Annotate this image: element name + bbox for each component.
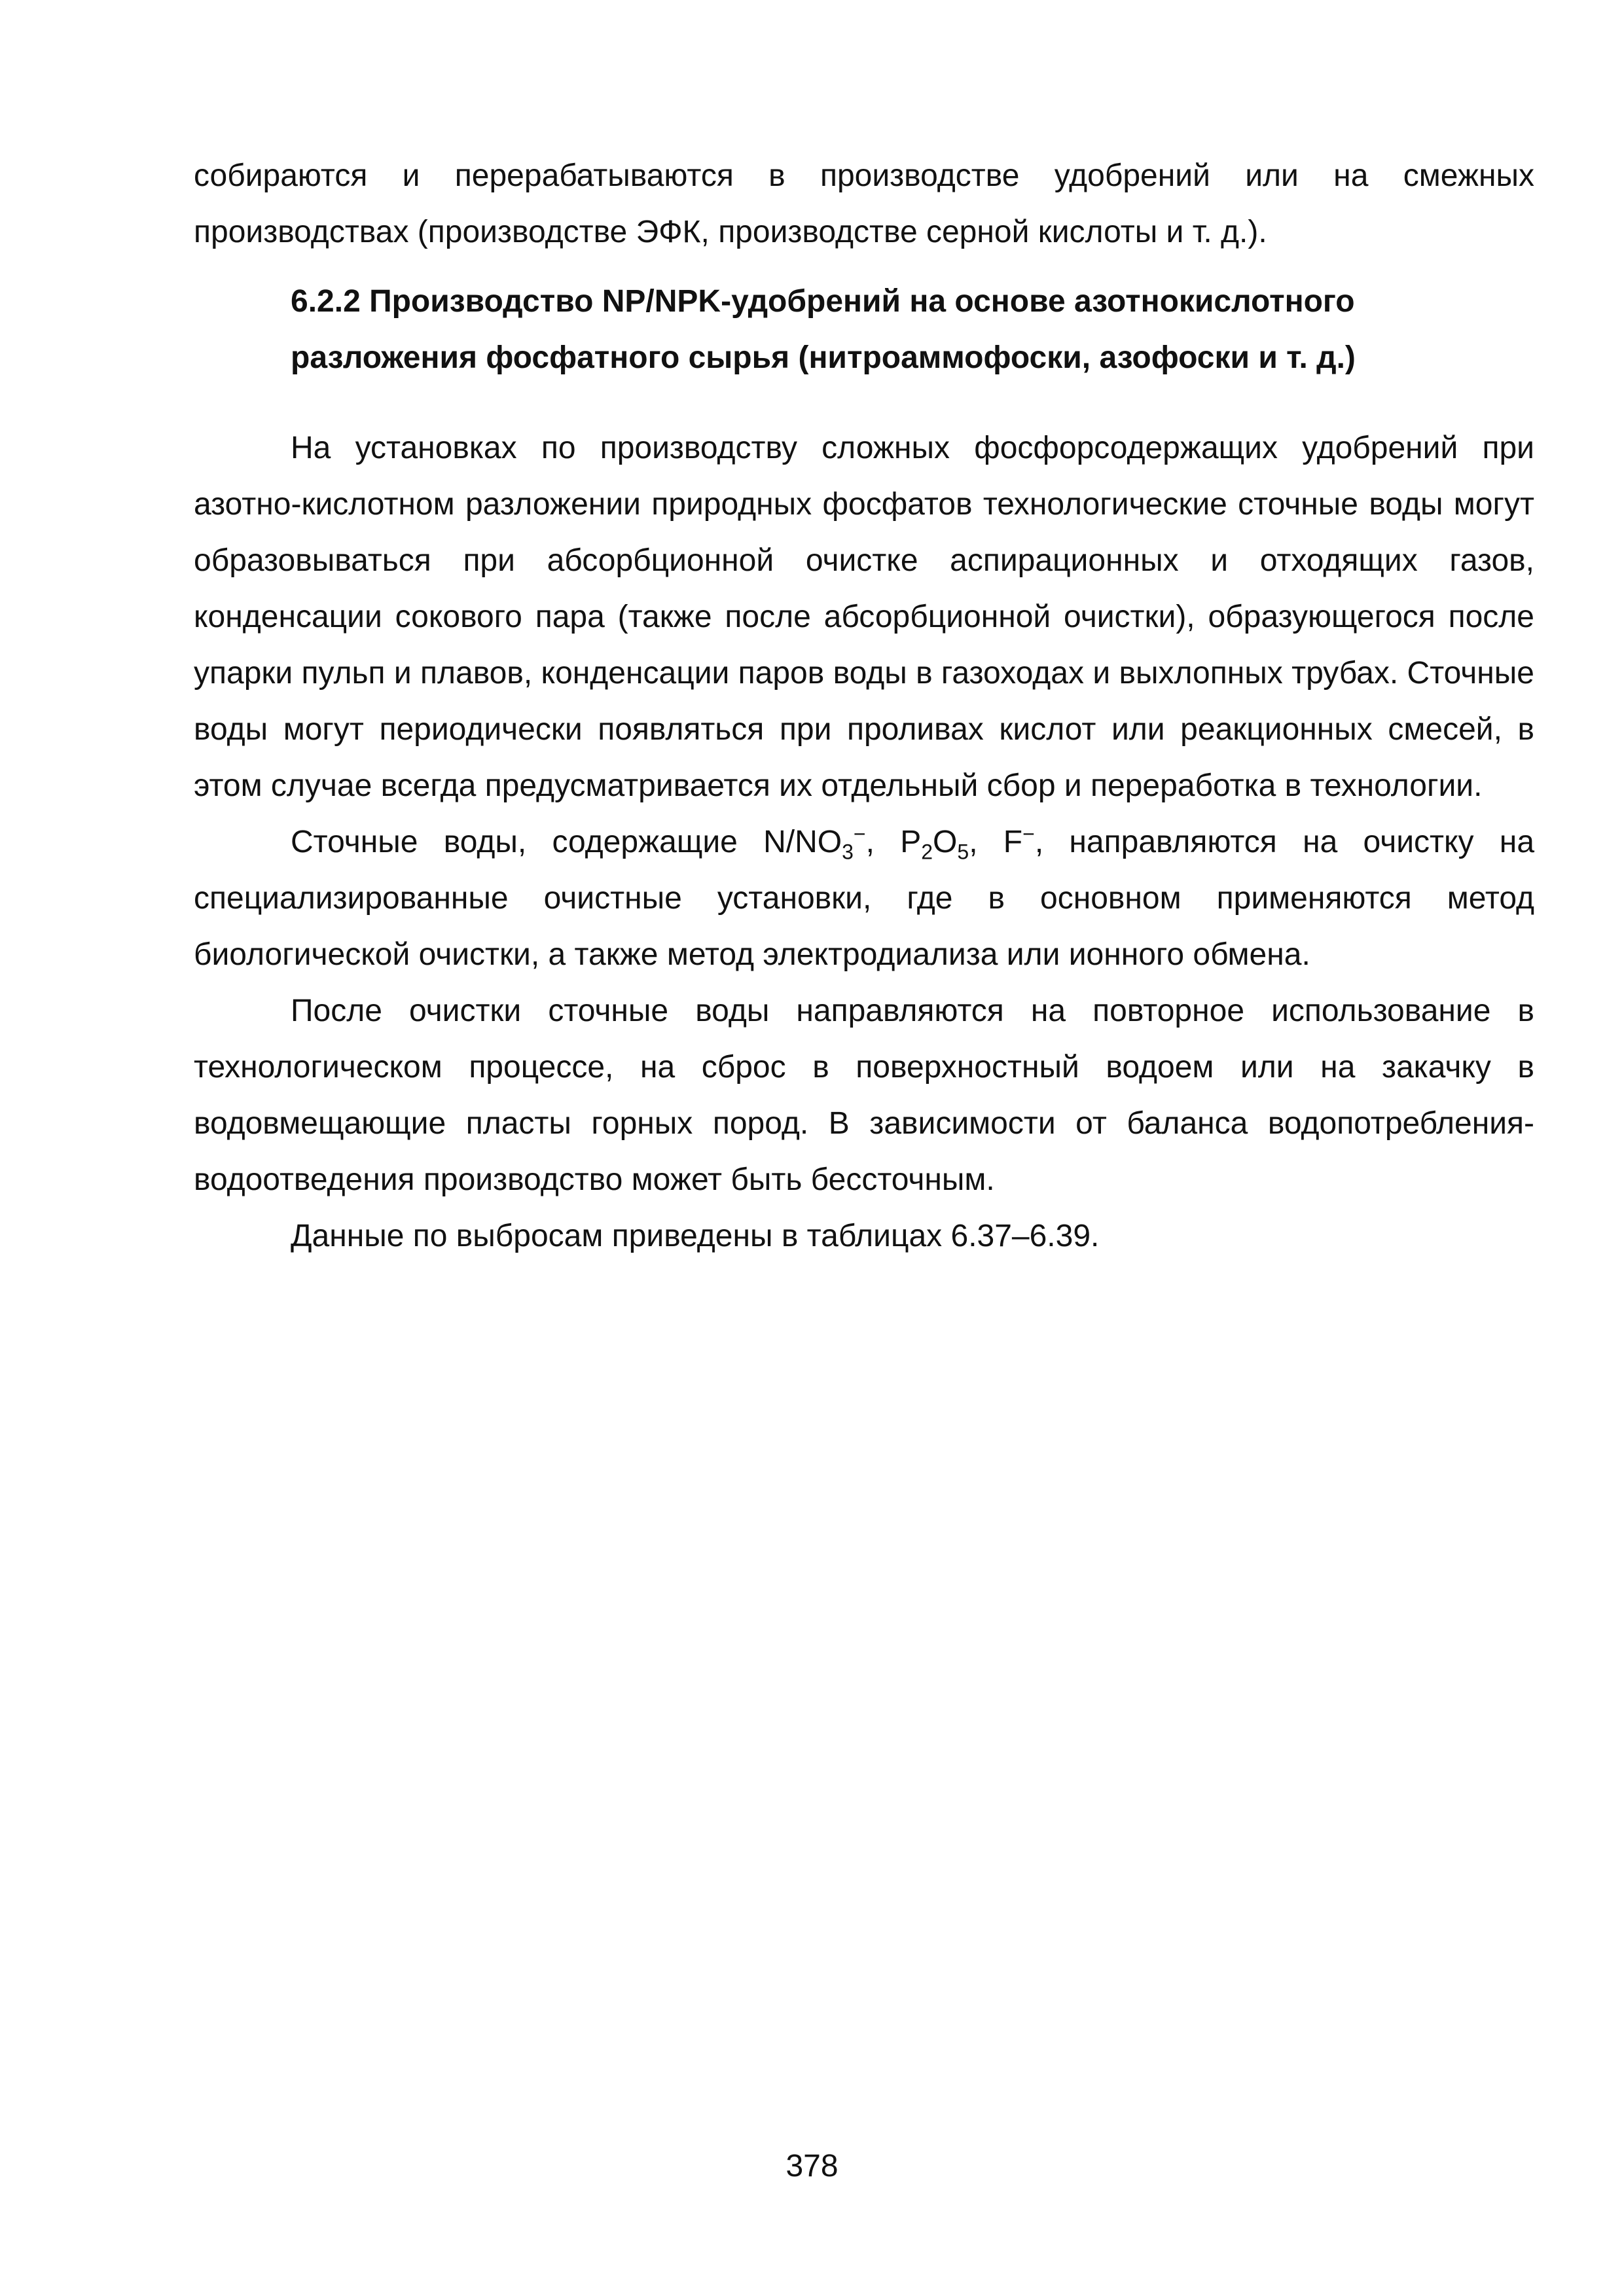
subscript-no3: 3 <box>842 840 854 864</box>
superscript-no3-charge: − <box>853 822 866 846</box>
section-heading-line-1: 6.2.2 Производство NP/NPK-удобрений на основе азотнокислотного <box>291 284 1355 319</box>
paragraph-wastewater-treatment <box>194 814 1534 983</box>
page-number: 378 <box>785 2149 839 2183</box>
text-column <box>194 148 1534 1265</box>
paragraph-2-lead: Сточные воды, содержащие N/NO <box>291 825 842 859</box>
continuation-paragraph: собираются и перерабатываются в производстве удобрений или на смежных производствах (производстве ЭФК, производстве серной кислоты и т. д.). <box>194 158 1534 249</box>
paragraph-table-reference: Данные по выбросам приведены в таблицах 6.37–6.39. <box>291 1219 1100 1253</box>
section-heading <box>194 274 1534 386</box>
formula-p2o5-o: O <box>933 825 958 859</box>
subscript-o5: 5 <box>957 840 969 864</box>
paragraph-reuse: После очистки сточные воды направляются на повторное использование в технологическом процессе, на сброс в поверхностный водоем или на закачку в водовмещающие пласты горных пород. В зависимости от баланса водопотребления-водоотведения производство может быть бессточным. <box>194 994 1534 1197</box>
paragraph-wastewater-sources: На установках по производству сложных фосфорсодержащих удобрений при азотно-кислотном разложении природных фосфатов технологические сточные воды могут образовываться при абсорбционной очистке аспирационных и отходящих газов, конденсации сокового пара (также после абсорбционной очистки), образующегося после упарки пульп и плавов, конденсации паров воды в газоходах и выхлопных трубах. Сточные воды могут периодически появляться при проливах кислот или реакционных смесей, в этом случае всегда предусматривается их отдельный сбор и переработка в технологии. <box>194 431 1534 803</box>
formula-f: , F <box>969 825 1023 859</box>
formula-p2o5-p: , P <box>865 825 922 859</box>
section-heading-line-2: разложения фосфатного сырья (нитроаммофоски, азофоски и т. д.) <box>291 340 1356 375</box>
subscript-p2: 2 <box>921 840 933 864</box>
superscript-f-charge: − <box>1022 822 1035 846</box>
paragraph-2-rest: , направляются на очистку на специализированные очистные установки, где в основном применяются метод биологической очистки, а также метод электродиализа или ионного обмена. <box>194 825 1535 972</box>
